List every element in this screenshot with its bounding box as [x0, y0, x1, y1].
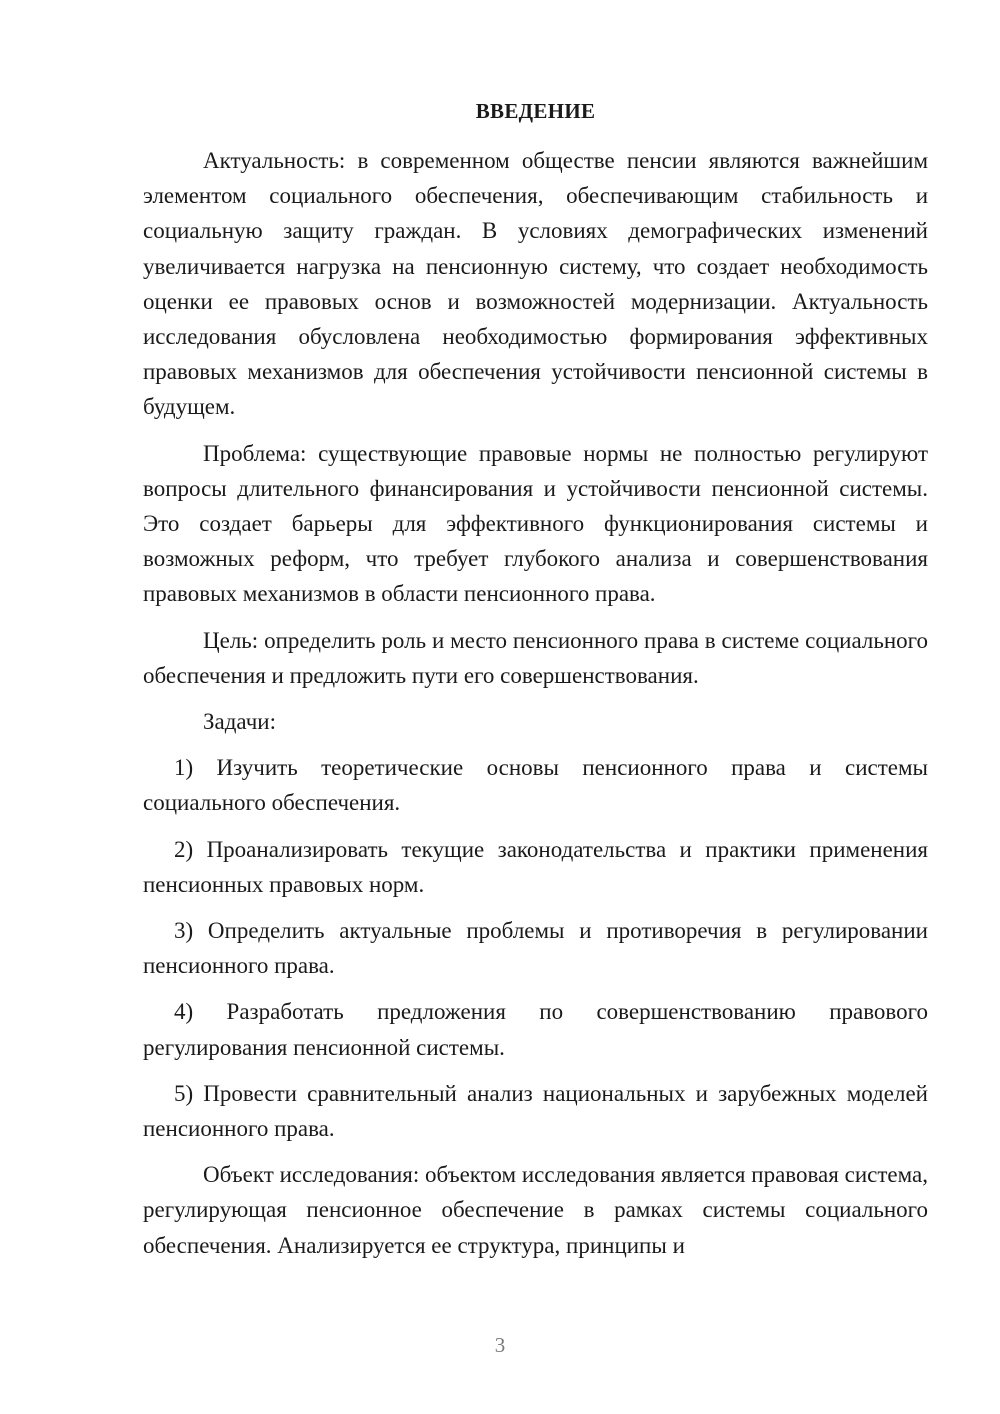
paragraph-tasks-heading: Задачи:	[203, 709, 276, 735]
task-item-1: 1) Изучить теоретические основы пенсионного права и системы социального обеспечения.	[143, 755, 928, 816]
task-item-2: 2) Проанализировать текущие законодательства и практики применения пенсионных правовых норм.	[143, 836, 928, 897]
paragraph-problem: Проблема: существующие правовые нормы не полностью регулируют вопросы длительного финансирования и устойчивости пенсионной системы. Это создает барьеры для эффективного функционирования системы и возможных реформ, что требует глубокого анализа и совершенствования правовых механизмов в области пенсионного права.	[143, 440, 928, 607]
paragraph-object: Объект исследования: объектом исследования является правовая система, регулирующая пенсионное обеспечение в рамках системы социального обеспечения. Анализируется ее структура, принципы и	[143, 1162, 928, 1258]
document-body	[143, 143, 928, 1274]
paragraph-relevance: Актуальность: в современном обществе пенсии являются важнейшим элементом социального обеспечения, обеспечивающим стабильность и социальную защиту граждан. В условиях демографических изменений увеличивается нагрузка на пенсионную систему, что создает необходимость оценки ее правовых основ и возможностей модернизации. Актуальность исследования обусловлена необходимостью формирования эффективных правовых механизмов для обеспечения устойчивости пенсионной системы в будущем.	[143, 148, 928, 420]
task-item-5: 5) Провести сравнительный анализ национальных и зарубежных моделей пенсионного права.	[143, 1080, 928, 1142]
page-number: 3	[494, 1333, 506, 1357]
task-item-3: 3) Определить актуальные проблемы и противоречия в регулировании пенсионного права.	[143, 918, 928, 979]
paragraph-goal: Цель: определить роль и место пенсионного права в системе социального обеспечения и предложить пути его совершенствования.	[143, 627, 928, 688]
page-title: ВВЕДЕНИЕ	[475, 99, 596, 123]
task-item-4: 4) Разработать предложения по совершенствованию правового регулирования пенсионной системы.	[143, 999, 928, 1060]
